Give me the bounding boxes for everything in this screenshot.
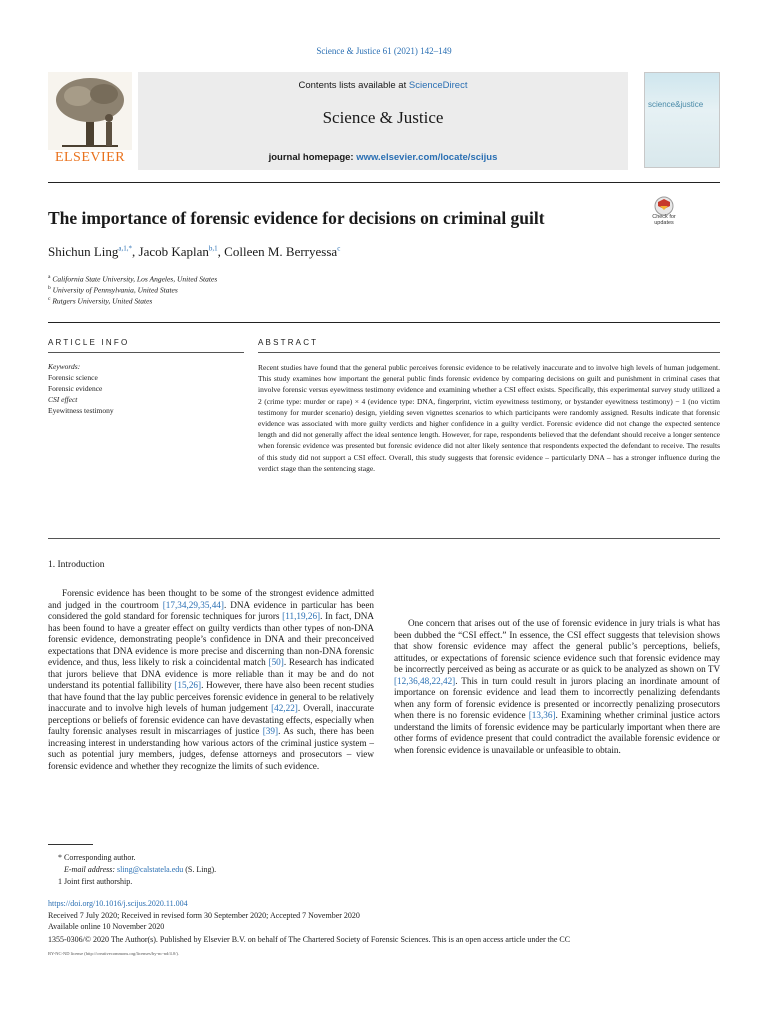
affiliation-text: Rutgers University, United States bbox=[52, 296, 153, 306]
journal-homepage bbox=[138, 152, 628, 163]
author-marks[interactable]: c bbox=[337, 244, 341, 253]
article-title: The importance of forensic evidence for decisions on criminal guilt bbox=[48, 208, 545, 228]
body-text: . This in turn could result in jurors placing an inordinate amount of importance on forensic evidence and lead them to incorrectly penalizing defendants when any form of forensic evidence is presented or incorrectly penalizing prosecutors when there is no forensic evidence bbox=[394, 675, 720, 720]
right-column bbox=[394, 560, 720, 756]
affiliation bbox=[48, 296, 152, 306]
affiliation-text: California State University, Los Angeles, United States bbox=[52, 274, 218, 284]
body-text: . However, there have also been recent studies that have found that the lay public perceives forensic evidence in general to be relatively inaccurate and to involve high levels of human judgement bbox=[48, 680, 374, 713]
contents-line bbox=[138, 80, 628, 91]
author-marks[interactable]: b,1 bbox=[208, 244, 218, 253]
author-list: Shichun Ling$^{a,1,*}$, Jacob Kaplan$^{b,1}$, Colleen M. Berryessa$^c$ bbox=[48, 244, 341, 259]
affiliation-text: University of Pennsylvania, United States bbox=[52, 285, 178, 295]
citation-link[interactable]: [11,19,26] bbox=[282, 611, 321, 621]
keyword: Forensic evidence bbox=[48, 384, 103, 393]
cover-title: science&justice bbox=[648, 100, 704, 109]
citation-link[interactable]: [50] bbox=[268, 657, 284, 667]
homepage-link[interactable]: www.elsevier.com/locate/scijus bbox=[356, 152, 498, 163]
affiliation-mark: a bbox=[48, 274, 51, 280]
copyright-line: 1355-0306/© 2020 The Author(s). Published by Elsevier B.V. on behalf of The Chartered Society of Forensic Sciences. This is an open access article under the CC bbox=[48, 935, 571, 944]
citation-link[interactable]: [42,22] bbox=[271, 703, 298, 713]
received-dates: Received 7 July 2020; Received in revised form 30 September 2020; Accepted 7 November 2020 bbox=[48, 911, 360, 920]
journal-cover-thumbnail[interactable] bbox=[644, 72, 720, 168]
available-online: Available online 10 November 2020 bbox=[48, 922, 165, 931]
title-block-rule bbox=[48, 322, 720, 323]
keyword: CSI effect bbox=[48, 395, 78, 404]
doi-link[interactable]: https://doi.org/10.1016/j.scijus.2020.11.004 bbox=[48, 899, 188, 908]
intro-paragraph-2 bbox=[394, 618, 720, 756]
sciencedirect-link[interactable]: ScienceDirect bbox=[408, 80, 468, 91]
citation-link[interactable]: [12,36,48,22,42] bbox=[394, 675, 456, 686]
email-link[interactable]: sling@calstatela.edu bbox=[117, 865, 184, 874]
email-suffix: (S. Ling). bbox=[183, 865, 217, 874]
affiliation bbox=[48, 285, 178, 295]
footnote-joint: 1 Joint first authorship. bbox=[58, 877, 133, 886]
article-info-heading: ARTICLE INFO bbox=[48, 338, 130, 347]
header-rule bbox=[48, 182, 720, 183]
body-text: . In fact, DNA has been found to have a greater effect on guilty verdicts than other types of non-DNA forensic evidence, demonstrating people’s confidence in DNA and their preconceived expectations that DNA evidence is more precise and discerning than non-DNA forensic evidence, and thus, less likely to risk a coincidental match bbox=[48, 611, 375, 667]
homepage-prefix: journal homepage: bbox=[268, 152, 357, 163]
body-text: . Research has indicated that jurors believe that DNA evidence is more reliable than it may be and do not understand its potential fallibility bbox=[48, 657, 375, 690]
check-for-updates-label[interactable]: Check for updates bbox=[652, 214, 676, 226]
affiliation-mark: c bbox=[48, 296, 51, 302]
body-text: . DNA evidence in particular has been considered the gold standard for forensic techniques for jurors bbox=[48, 599, 374, 621]
affiliation-mark: b bbox=[48, 285, 51, 291]
email-label: E-mail address: bbox=[64, 865, 118, 874]
keyword: Eyewitness testimony bbox=[48, 406, 114, 415]
journal-title: Science & Justice bbox=[322, 108, 444, 127]
footnote-email bbox=[64, 865, 216, 874]
abstract-bottom-rule bbox=[48, 538, 720, 539]
abstract-heading: ABSTRACT bbox=[258, 338, 319, 347]
citation-link[interactable]: [17,34,29,35,44] bbox=[162, 599, 224, 610]
author-name[interactable]: Shichun Ling bbox=[48, 244, 119, 259]
affiliation bbox=[48, 274, 217, 284]
author-name[interactable]: Colleen M. Berryessa bbox=[224, 244, 338, 259]
license-line[interactable]: BY-NC-ND license (http://creativecommons.org/licenses/by-nc-nd/4.0/). bbox=[48, 951, 180, 956]
abstract-rule bbox=[258, 352, 720, 353]
article-info-rule bbox=[48, 352, 244, 353]
keyword: Forensic science bbox=[48, 373, 98, 382]
author-marks[interactable]: a,1,* bbox=[118, 244, 133, 253]
section-heading: 1. Introduction bbox=[48, 560, 105, 570]
abstract-text: Recent studies have found that the general public perceives forensic evidence to be relatively inaccurate and to involve high levels of human judgement. This study examines how important the general public finds forensic evidence by comparing decisions on guilt and punishment in criminal cases that involve forensic versus eyewitness testimony evidence and examining whether a CSI effect exists. Specifically, this experimental survey study utilized a 2 (crime type: murder or rape) × 4 (evidence type: DNA, fingerprint, victim eyewitness testimony, or bystander eyewitness testimony) − 1 (no victim testimony for murder scenario) design, yielding seven vignettes scenarios to which participants were randomly assigned. Results indicate that forensic evidence was associated with more guilty verdicts and higher confidence in a guilty verdict. Forensic evidence did not change the expected sentence length and did not generally affect the ideal sentence length. However, for rape, respondents believed that the defendant should receive a longer sentence when forensic evidence was presented but forensic evidence did not alter likely sentence that respondents expected the defendant to receive. The results of this study did not support a CSI effect. Overall, this study suggests that forensic evidence – particularly DNA – has a stronger influence during the verdict stage than the sentencing stage. bbox=[258, 363, 720, 473]
body-text: . As such, there has been increasing interest in understanding how various actors of the criminal justice system – such as potential jury members, judges, defense attorneys and prosecutors – view forensic evidence and whether they recognize the limits of such evidence. bbox=[48, 726, 375, 771]
body-text: Forensic evidence has been thought to be some of the strongest evidence admitted and judged in the courtroom bbox=[48, 588, 374, 610]
citation-link[interactable]: [13,36] bbox=[528, 710, 556, 720]
citation-link[interactable]: [39] bbox=[262, 726, 279, 736]
keywords-label: Keywords: bbox=[48, 362, 81, 371]
journal-reference[interactable]: Science & Justice 61 (2021) 142–149 bbox=[316, 46, 452, 56]
footnote-rule bbox=[48, 844, 93, 845]
intro-paragraph-1 bbox=[48, 588, 374, 772]
body-text: . Overall, inaccurate perceptions or beliefs of forensic evidence can have devastating effects, especially when faulty forensic analyses result in miscarriages of justice bbox=[48, 703, 374, 736]
author-name[interactable]: Jacob Kaplan bbox=[138, 244, 209, 259]
citation-link[interactable]: [15,26] bbox=[174, 680, 202, 690]
body-text: . Examining whether criminal justice actors understand the limits of forensic evidence may be particularly important when there are other forms of evidence present that could contradict the available forensic evidence or when forensic evidence is unavailable or unfeasible to obtain. bbox=[394, 710, 720, 755]
elsevier-wordmark: ELSEVIER bbox=[54, 150, 126, 165]
footnote-corresponding: * Corresponding author. bbox=[58, 853, 136, 862]
body-text: One concern that arises out of the use of forensic evidence in jury trials is what has been dubbed the “CSI effect.” In essence, the CSI effect suggests that television shows that show forensic evidence may affect the general public’s perceptions, beliefs, attitudes, or expectations of forensic science evidence such that forensic evidence may be incorrectly perceived as being as accurate or as quick to be analyzed as shown on TV bbox=[394, 618, 720, 674]
left-column bbox=[48, 588, 374, 772]
contents-prefix: Contents lists available at bbox=[298, 80, 409, 91]
